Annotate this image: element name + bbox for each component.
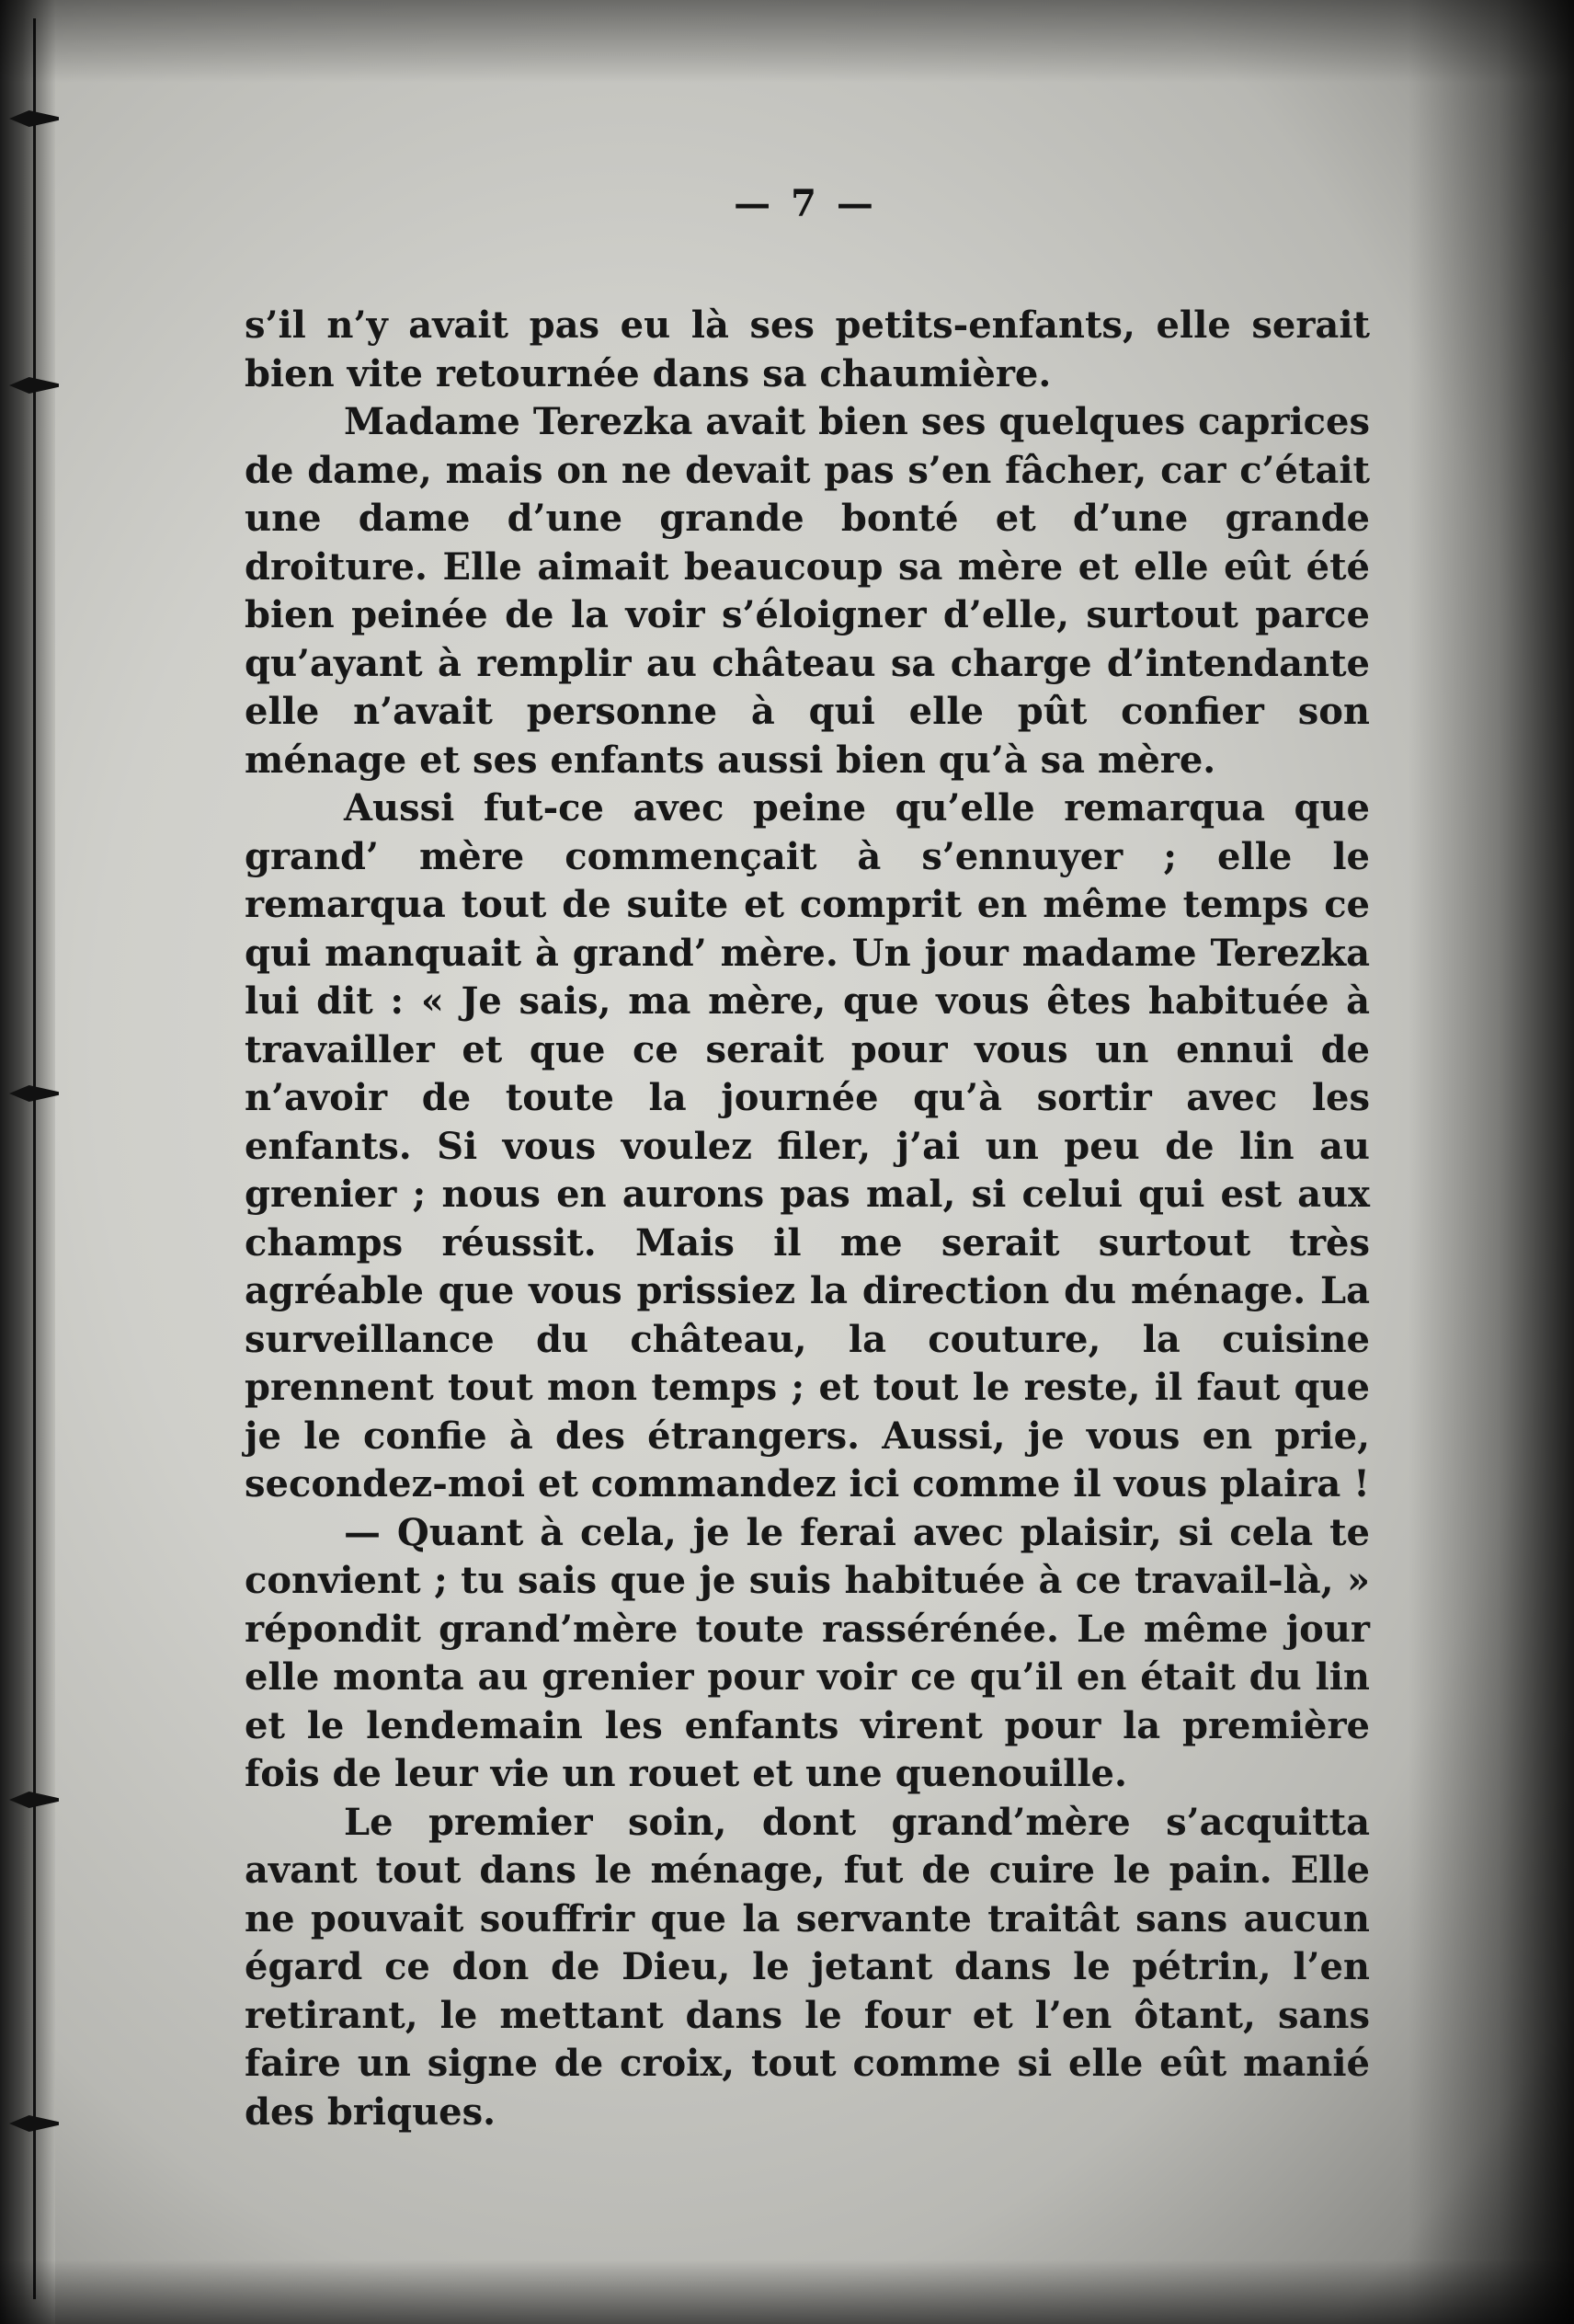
scan-shadow-top xyxy=(0,0,1574,83)
paragraph: Aussi fut-ce avec peine qu’elle remarqua que grand’ mère commençait à s’ennuyer ; elle le remarqua tout de suite et comprit en même temps ce qui manquait à grand’ mère. Un jour madame Terezka lui dit : « Je sais, ma mère, que vous êtes habituée à travailler et que ce serait pour vous un ennui de n’avoir de toute la journée qu’à sortir avec les enfants. Si vous voulez filer, j’ai un peu de lin au grenier ; nous en aurons pas mal, si celui qui est aux champs réussit. Mais il me serait surtout très agréable que vous prissiez la direction du ménage. La surveillance du château, la couture, la cuisine prennent tout mon temps ; et tout le reste, il faut que je le confie à des étrangers. Aussi, je vous en prie, secondez-moi et commandez ici comme il vous plaira ! xyxy=(245,786,1370,1505)
page-body xyxy=(245,302,1370,2136)
paragraph: s’il n’y avait pas eu là ses petits-enfants, elle serait bien vite retournée dans sa chaumière. xyxy=(245,303,1370,395)
book-binding-edge xyxy=(0,0,55,2324)
paragraph: Madame Terezka avait bien ses quelques caprices de dame, mais on ne devait pas s’en fâcher, car c’était une dame d’une grande bonté et d’une grande droiture. Elle aimait beaucoup sa mère et elle eût été bien peinée de la voir s’éloigner d’elle, surtout parce qu’ayant à remplir au château sa charge d’intendante elle n’avait personne à qui elle pût confier son ménage et ses enfants aussi bien qu’à sa mère. xyxy=(245,400,1370,782)
page-number: — 7 — xyxy=(734,182,877,225)
paragraph: — Quant à cela, je le ferai avec plaisir, si cela te convient ; tu sais que je suis habituée à ce travail-là, » répondit grand’mère toute rassérénée. Le même jour elle monta au grenier pour voir ce qu’il en était du lin et le lendemain les enfants virent pour la première fois de leur vie un rouet et une quenouille. xyxy=(245,1510,1370,1795)
binding-thread xyxy=(33,18,36,2299)
paragraph: Le premier soin, dont grand’mère s’acquitta avant tout dans le ménage, fut de cuire le pain. Elle ne pouvait souffrir que la servante traitât sans aucun égard ce don de Dieu, le jetant dans le pétrin, l’en retirant, le mettant dans le four et l’en ôtant, sans faire un signe de croix, tout comme si elle eût manié des briques. xyxy=(245,1800,1370,2134)
scan-shadow-bottom xyxy=(0,2260,1574,2324)
scan-shadow-right xyxy=(1409,0,1574,2324)
